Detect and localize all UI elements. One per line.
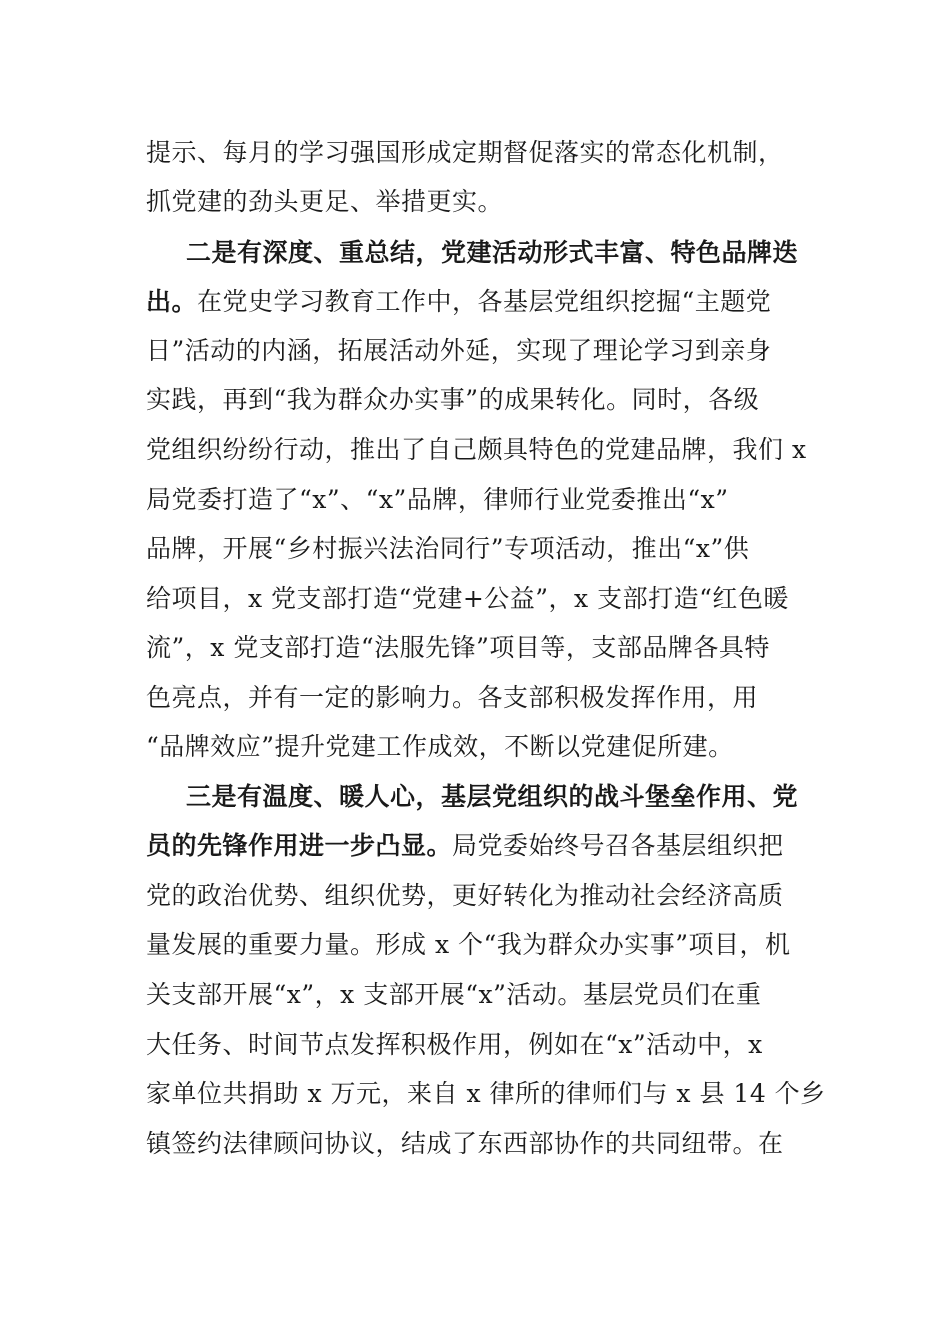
paragraph-two-heading [186,233,816,273]
text-line [146,628,816,668]
text-line [146,876,816,916]
text-line [146,182,816,222]
text-line [146,1124,816,1164]
bold-heading-run: 二是有深度、重总结，党建活动形式丰富、特色品牌迭 [186,238,799,267]
text-run: 品牌，开展“乡村振兴法治同行”专项活动，推出“x”供 [146,534,750,563]
text-line [146,480,816,520]
text-line [146,579,816,619]
text-run: 关支部开展“x”，x 支部开展“x”活动。基层党员们在重 [146,980,762,1009]
bold-heading-run: 员的先锋作用进一步凸显。 [146,831,453,860]
text-run: 党的政治优势、组织优势，更好转化为推动社会经济高质 [146,881,784,910]
text-line [146,331,816,371]
text-run: 日”活动的内涵，拓展活动外延，实现了理论学习到亲身 [146,336,772,365]
text-run: 在党史学习教育工作中，各基层党组织挖掘“主题党 [197,287,772,316]
text-run: 抓党建的劲头更足、举措更实。 [146,187,504,216]
text-line [146,826,816,866]
text-run: 给项目，x 党支部打造“党建+公益”，x 支部打造“红色暖 [146,584,789,613]
text-line [146,430,816,470]
text-run: 大任务、时间节点发挥积极作用，例如在“x”活动中，x [146,1030,763,1059]
paragraph-three-heading [186,777,816,817]
text-run: 实践，再到“我为群众办实事”的成果转化。同时，各级 [146,385,760,414]
text-run: 流”，x 党支部打造“法服先锋”项目等，支部品牌各具特 [146,633,770,662]
text-line [146,1025,816,1065]
text-line [146,1074,826,1114]
text-run: “品牌效应”提升党建工作成效，不断以党建促所建。 [146,732,734,761]
text-line [146,975,816,1015]
text-line [146,529,816,569]
bold-heading-run: 三是有温度、暖人心，基层党组织的战斗堡垒作用、党 [186,782,799,811]
text-run: 镇签约法律顾问协议，结成了东西部协作的共同纽带。在 [146,1129,784,1158]
text-run: 局党委始终号召各基层组织把 [452,831,784,860]
text-run: 党组织纷纷行动，推出了自己颇具特色的党建品牌，我们 x [146,435,807,464]
text-run: 提示、每月的学习强国形成定期督促落实的常态化机制， [146,138,784,167]
text-run: 家单位共捐助 x 万元，来自 x 律所的律师们与 x 县 14 个乡 [146,1079,826,1108]
text-line [146,727,816,767]
text-line [146,925,816,965]
text-run: 色亮点，并有一定的影响力。各支部积极发挥作用，用 [146,683,759,712]
text-run: 量发展的重要力量。形成 x 个“我为群众办实事”项目，机 [146,930,791,959]
text-line [146,678,816,718]
text-run: 局党委打造了“x”、“x”品牌，律师行业党委推出“x” [146,485,729,514]
text-line [146,133,816,173]
text-line [146,380,816,420]
bold-heading-run: 出。 [146,287,198,316]
text-line [146,282,816,322]
